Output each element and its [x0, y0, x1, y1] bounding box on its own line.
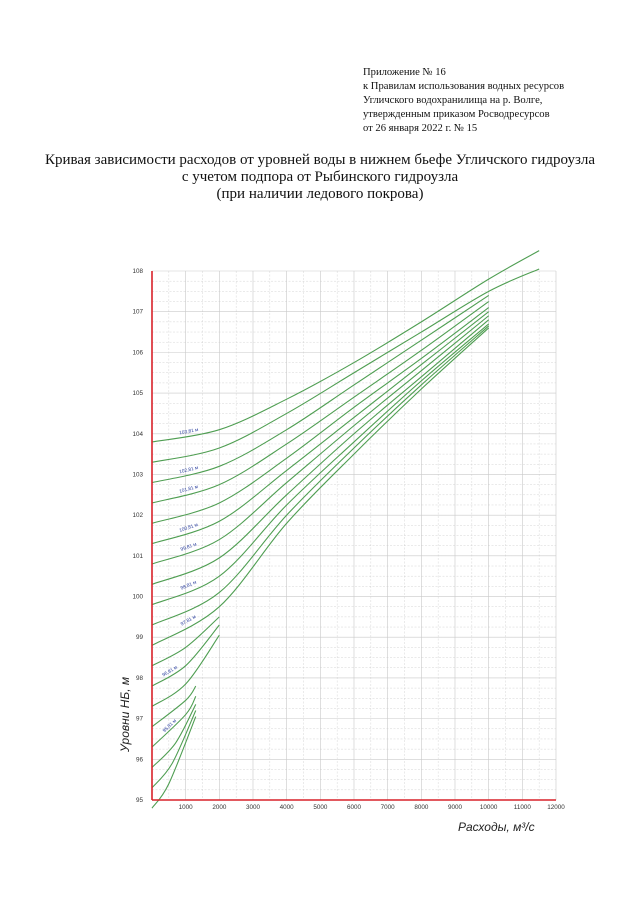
appendix-line: Угличского водохранилища на р. Волге, [363, 95, 543, 106]
x-tick-label: 2000 [212, 804, 227, 811]
x-tick-label: 3000 [245, 804, 261, 811]
y-tick-label: 100 [132, 593, 143, 601]
y-tick-label: 107 [132, 308, 143, 316]
axes [132, 268, 565, 811]
curve-label: 96,81 м [161, 665, 179, 679]
y-tick-label: 106 [132, 349, 143, 357]
x-tick-label: 5000 [313, 804, 328, 811]
appendix-line: к Правилам использования водных ресурсов [363, 81, 565, 92]
curve-label: 98,81 м [180, 580, 198, 592]
x-tick-label: 12000 [547, 804, 565, 811]
curve-label: 97,81 м [180, 614, 198, 628]
curves [152, 251, 539, 808]
y-tick-label: 97 [135, 715, 143, 723]
curve-label: 99,81 м [180, 542, 198, 553]
y-tick-label: 101 [132, 552, 143, 560]
x-tick-label: 7000 [380, 804, 395, 811]
y-tick-label: 98 [135, 674, 143, 682]
y-tick-label: 104 [132, 430, 143, 438]
appendix-line: от 26 января 2022 г. № 15 [363, 123, 478, 134]
x-tick-label: 4000 [279, 804, 294, 811]
y-axis-title: Уровни НБ, м [118, 676, 132, 752]
grid [152, 271, 556, 800]
curve-label: 103,81 м [178, 428, 199, 437]
x-tick-label: 11000 [513, 804, 531, 811]
x-tick-label: 8000 [414, 804, 429, 811]
title-line: (при наличии ледового покрова) [216, 186, 424, 202]
appendix-line: утвержденным приказом Росводресурсов [363, 109, 550, 120]
y-tick-label: 95 [135, 797, 143, 804]
y-tick-label: 103 [132, 471, 143, 479]
curve-label: 95,81 м [162, 718, 178, 734]
appendix-line: Приложение № 16 [363, 67, 446, 78]
x-tick-label: 10000 [479, 804, 498, 811]
curve-label: 102,81 м [178, 465, 199, 476]
curve-labels [161, 427, 199, 734]
curve-label: 100,81 м [178, 522, 199, 534]
x-axis-title: Расходы, м³/с [458, 820, 535, 834]
y-tick-label: 102 [132, 512, 143, 520]
rating-curve [152, 704, 196, 767]
x-tick-label: 9000 [447, 804, 463, 811]
x-tick-label: 1000 [178, 804, 193, 811]
rating-curve [152, 717, 196, 809]
x-tick-label: 6000 [346, 804, 362, 811]
y-tick-label: 108 [132, 268, 143, 275]
y-tick-label: 96 [135, 756, 143, 764]
title-line: Кривая зависимости расходов от уровней воды в нижнем бьефе Угличского гидроузла [44, 152, 596, 168]
title-line: с учетом подпора от Рыбинского гидроузла [181, 169, 459, 185]
y-tick-label: 99 [135, 634, 143, 642]
curve-label: 101,81 м [178, 484, 199, 495]
y-tick-label: 105 [132, 390, 143, 398]
